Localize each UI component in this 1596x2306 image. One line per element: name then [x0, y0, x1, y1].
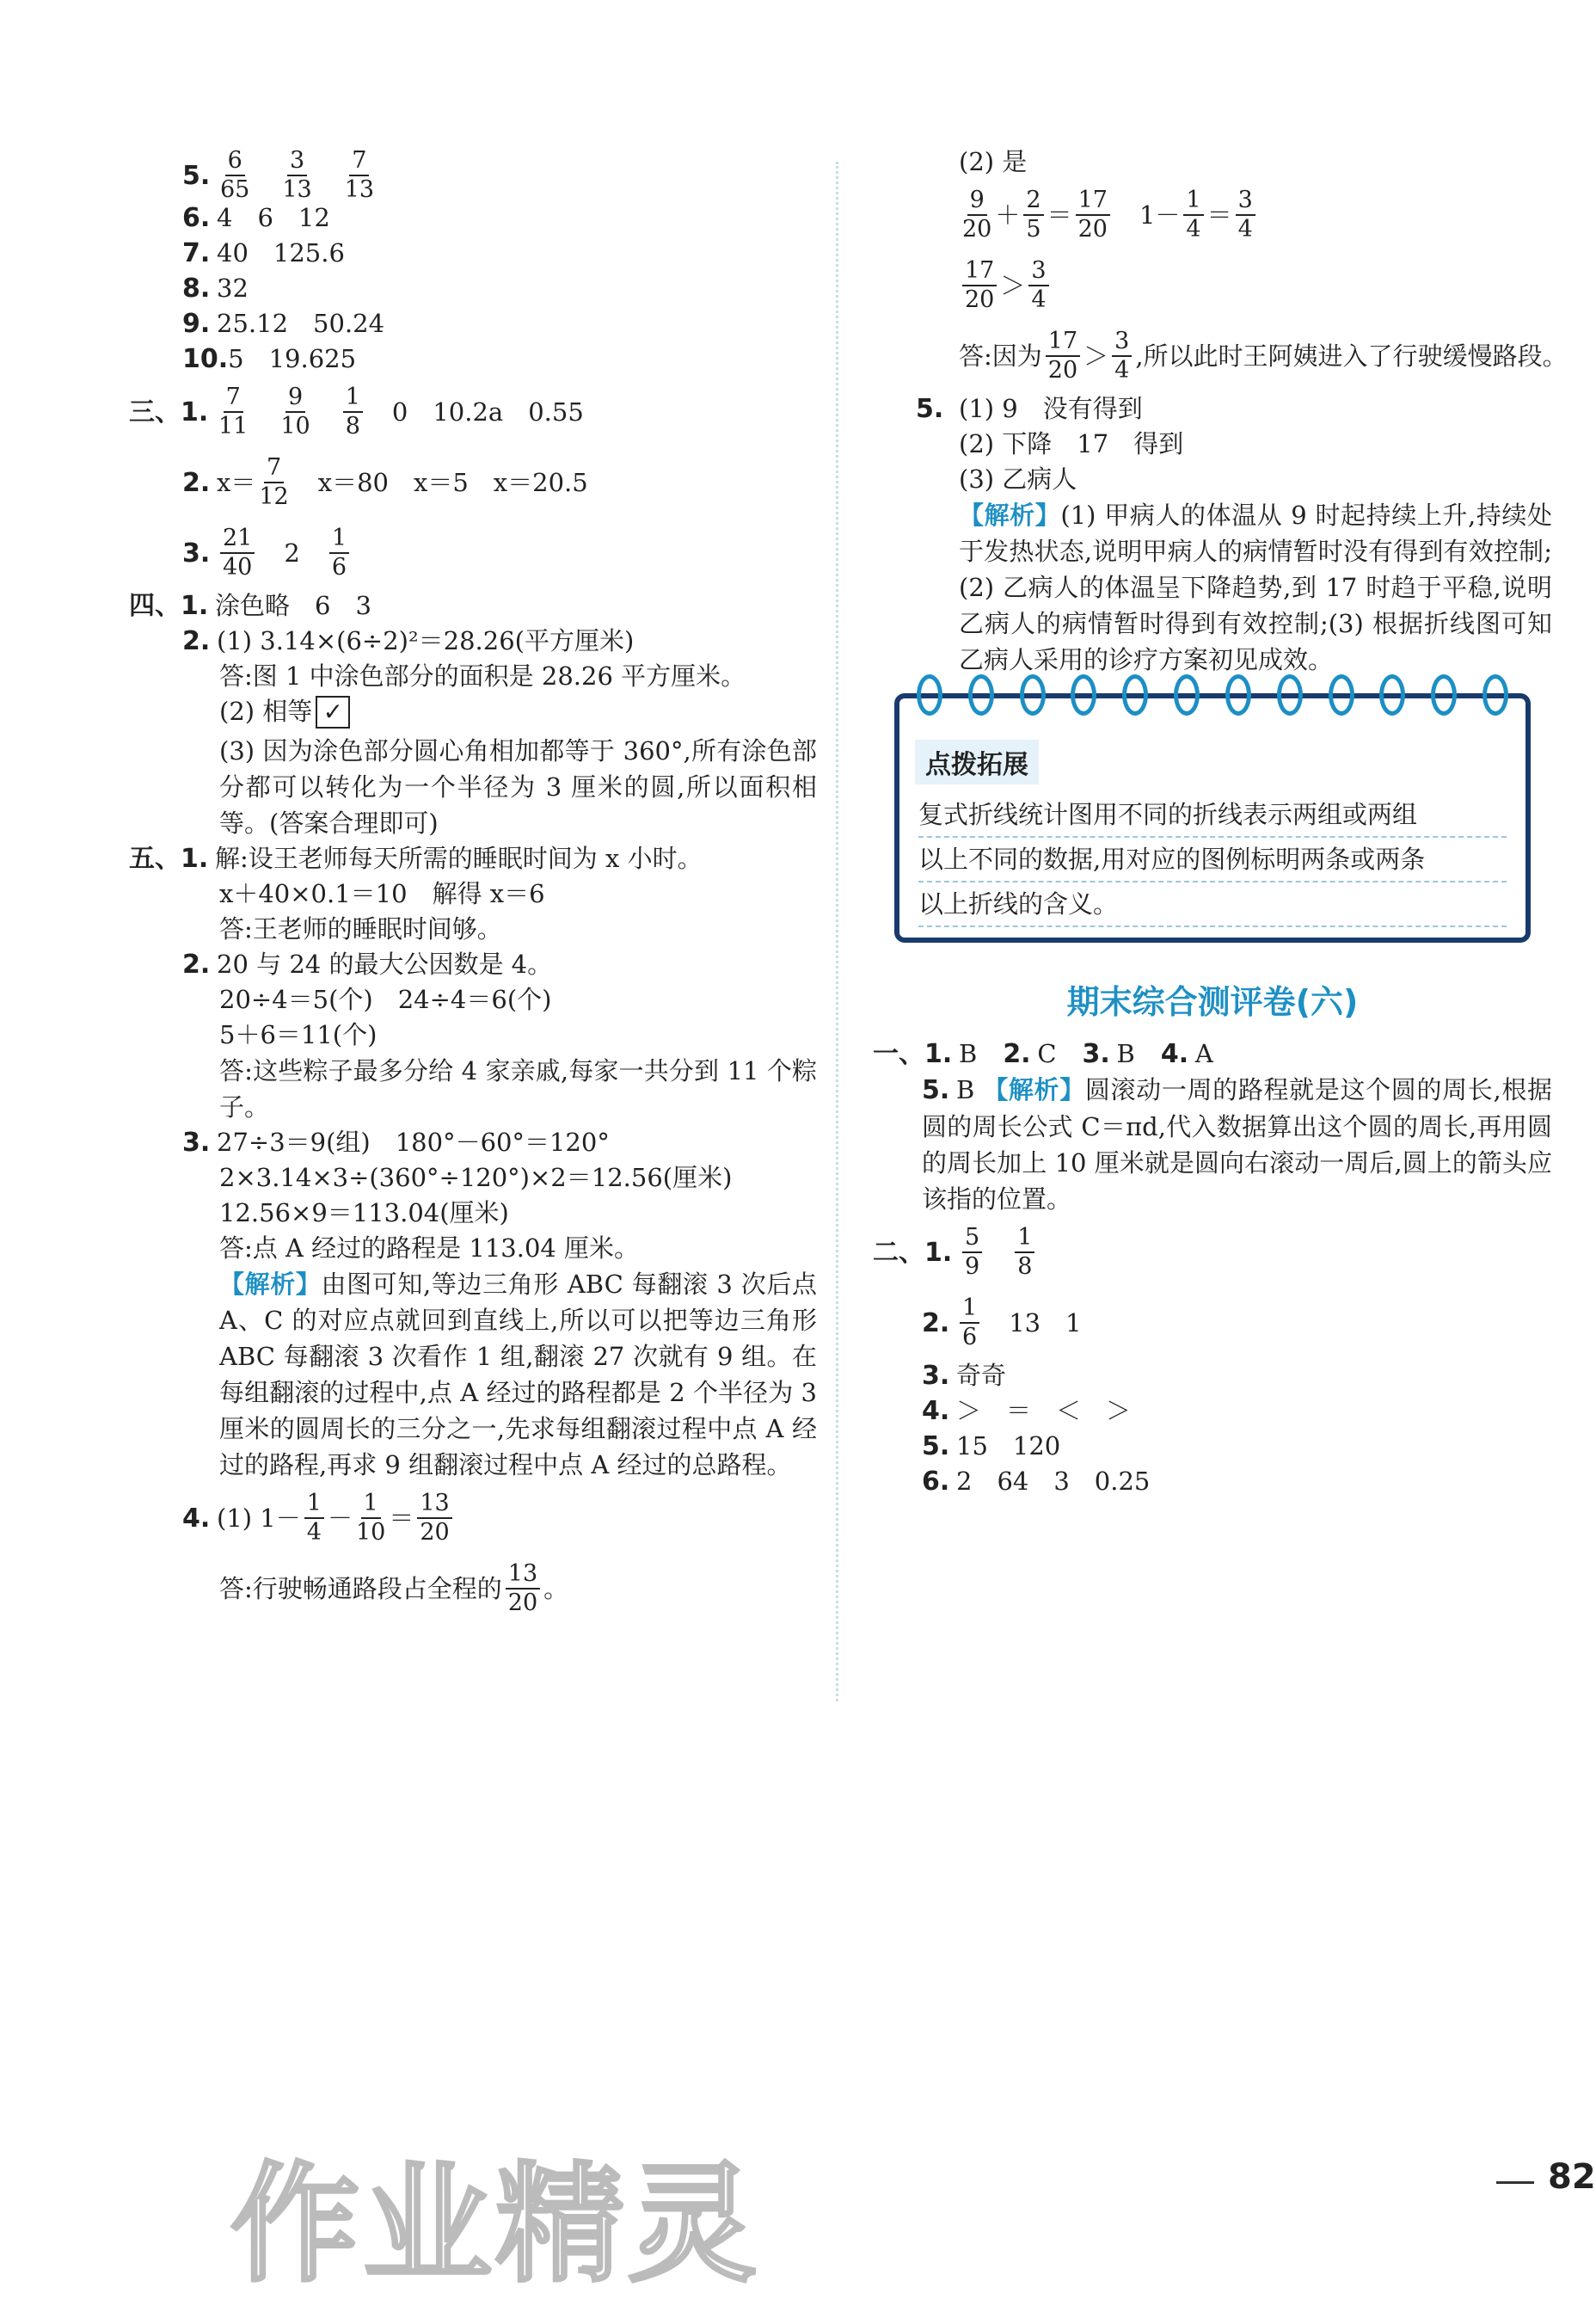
answer-line: 5＋6＝11(个) — [219, 1020, 378, 1049]
section-4-q2: 2. (1) 3.14×(6÷2)²＝28.26(平方厘米) — [182, 626, 635, 656]
page-number: 82 — [1548, 2157, 1596, 2197]
ring-icon — [1225, 674, 1251, 716]
ring-icon — [1174, 674, 1200, 716]
analysis-tag: 【解析】 — [219, 1270, 322, 1299]
equation-line: $\frac{9}{20}$ ＋ $\frac{2}{5}$ ＝ $\frac{17}{20}$ 1－ $\frac{1}{4}$ ＝ $\frac{3}{4}$ — [873, 180, 1552, 250]
test-section-2-q2: 2. $\frac{1}{6}$ 13 1 — [922, 1294, 1082, 1350]
test-section-2-q1: 二、 1. $\frac{5}{9}$ $\frac{1}{8}$ — [873, 1217, 1552, 1288]
answer-7: 7. 40 125.6 — [182, 238, 345, 268]
section-4-q1: 四、 1. 涂色略 6 3 — [129, 591, 371, 621]
section-3-q1: 三、 1. $\frac{7}{11}$ $\frac{9}{10}$ $\frac{1}{8}$ 0 10.2a 0.55 — [129, 384, 584, 440]
ring-icon — [1277, 674, 1303, 716]
ring-icon — [1431, 674, 1457, 716]
page-number-dash — [1496, 2181, 1534, 2184]
check-box: ✓ — [316, 696, 350, 729]
answer-line: (2) 下降 17 得到 — [959, 429, 1184, 458]
fraction: $\frac{6}{65}$ — [220, 147, 250, 203]
ring-icon — [1020, 674, 1046, 716]
answer-5: 5. $\frac{6}{65}$ $\frac{3}{13}$ $\frac{7}{13}$ — [182, 147, 375, 203]
left-column — [129, 147, 817, 1624]
section-3-q3: 3. $\frac{21}{40}$ 2 $\frac{1}{6}$ — [129, 518, 817, 588]
section-3-q2: 2. x＝ $\frac{7}{12}$ x＝80 x＝5 x＝20.5 — [182, 454, 588, 510]
answer-line: 20÷4＝5(个) 24÷4＝6(个) — [219, 985, 552, 1014]
test-section-2-q5: 5. 15 120 — [922, 1431, 1061, 1461]
answer-line: 2×3.14×3÷(360°÷120°)×2＝12.56(厘米) — [219, 1163, 733, 1192]
test-title: 期末综合测评卷(六) — [1066, 983, 1359, 1021]
tip-notebook — [894, 693, 1531, 943]
ring-icon — [1071, 674, 1096, 716]
notebook-rings — [917, 674, 1508, 716]
answer-10: 10. 5 19.625 — [182, 344, 357, 374]
answer-line: x＋40×0.1＝10 解得 x＝6 — [219, 879, 545, 908]
analysis-paragraph: 【解析】(1) 甲病人的体温从 9 时起持续上升,持续处于发热状态,说明甲病人的病情暂时没有得到有效控制;(2) 乙病人的体温呈下降趋势,到 17 时趋于平稳,说明乙病人的病情暂时得到有效控制;(3) 根据折线图可知乙病人采用的诊疗方案初见成效。 — [959, 501, 1552, 674]
ring-icon — [1329, 674, 1354, 716]
answer-line: (3) 乙病人 — [959, 464, 1077, 494]
test-section-2-q4: 4. ＞ ＝ ＜ ＞ — [922, 1396, 1132, 1426]
section-5-q2: 2. 20 与 24 的最大公因数是 4。 — [182, 950, 553, 980]
answer-line: 答:行驶畅通路段占全程的 $\frac{13}{20}$ 。 — [219, 1560, 569, 1616]
analysis-paragraph: 【解析】由图可知,等边三角形 ABC 每翻滚 3 次后点 A、C 的对应点就回到直线上,所以可以把等边三角形 ABC 每翻滚 3 次看作 1 组,翻滚 27 次就有 9 组。在每组翻滚的过程中,点 A 经过的路程都是 2 个半径为 3 厘米的圆周长的三分之一,先求每组翻滚过程中点 A 经过的路程,再求 9 组翻滚过程中点 A 经过的总路程。 — [219, 1270, 817, 1479]
analysis-tag: 【解析】 — [959, 501, 1061, 530]
ring-icon — [917, 674, 942, 716]
test-section-2-q3: 3. 奇奇 — [922, 1361, 1007, 1391]
answer-line: 答:王老师的睡眠时间够。 — [219, 914, 502, 944]
watermark: 作业精灵 — [230, 2150, 761, 2300]
answer-line: 答:图 1 中涂色部分的面积是 28.26 平方厘米。 — [219, 661, 746, 691]
ring-icon — [1122, 674, 1148, 716]
tip-body: 复式折线统计图用不同的折线表示两组或两组 以上不同的数据,用对应的图例标明两条或两条 以上折线的含义。 — [918, 793, 1507, 927]
section-5-q4: 4. (1) 1－ $\frac{1}{4}$ － $\frac{1}{10}$ ＝ $\frac{13}{20}$ — [129, 1483, 817, 1553]
answer-line: (2) 是 — [959, 147, 1028, 176]
analysis-tag: 【解析】 — [983, 1075, 1085, 1104]
answer-line: (2) 相等 ✓ — [129, 694, 817, 729]
right-column — [873, 145, 1568, 1499]
ring-icon — [1379, 674, 1405, 716]
section-5-q3: 3. 27÷3＝9(组) 180°－60°＝120° — [182, 1128, 610, 1158]
answer-paragraph: 答:这些粽子最多分给 4 家亲戚,每家一共分到 11 个粽子。 — [219, 1056, 817, 1122]
answer-line: 12.56×9＝113.04(厘米) — [219, 1198, 509, 1227]
tip-title: 点拨拓展 — [915, 740, 1039, 784]
fraction: $\frac{3}{13}$ — [282, 147, 312, 203]
test-q5: 5. B 【解析】圆滚动一周的路程就是这个圆的周长,根据圆的周长公式 C＝πd,代入数据算出这个圆的周长,再用圆的周长加上 10 厘米就是圆向右滚动一周后,圆上的箭头应该指的位置。 — [922, 1075, 1552, 1214]
fraction: $\frac{7}{13}$ — [344, 147, 375, 203]
column-divider — [836, 162, 838, 1701]
answer-line: 答:点 A 经过的路程是 113.04 厘米。 — [219, 1233, 640, 1263]
answer-line: 答:因为 $\frac{17}{20}$ ＞ $\frac{3}{4}$ ,所以此时王阿姨进入了行驶缓慢路段。 — [959, 328, 1568, 384]
test-section-1: 一、 1. B 2. C 3. B 4. A — [873, 1039, 1213, 1069]
test-section-2-q6: 6. 2 64 3 0.25 — [922, 1467, 1151, 1497]
equation-line: $\frac{17}{20}$ ＞ $\frac{3}{4}$ — [873, 250, 1552, 321]
ring-icon — [968, 674, 994, 716]
answer-paragraph: (3) 因为涂色部分圆心角相加都等于 360°,所有涂色部分都可以转化为一个半径为 3 厘米的圆,所以面积相等。(答案合理即可) — [219, 736, 817, 838]
answer-5: 5. (1) 9 没有得到 — [916, 394, 1143, 424]
section-5-q1: 五、 1. 解:设王老师每天所需的睡眠时间为 x 小时。 — [129, 844, 703, 874]
answer-6: 6. 4 6 12 — [182, 203, 330, 233]
ring-icon — [1482, 674, 1508, 716]
answer-8: 8. 32 — [182, 274, 249, 304]
answer-9: 9. 25.12 50.24 — [182, 309, 385, 339]
